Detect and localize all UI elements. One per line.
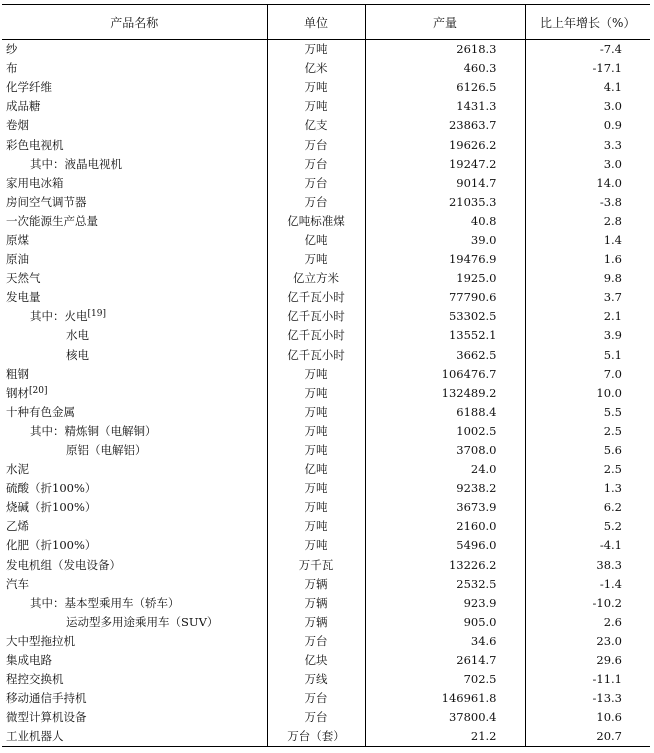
product-name: 其中：基本型乘用车（轿车） [30, 595, 180, 610]
product-name: 卷烟 [6, 118, 29, 133]
unit-cell: 万吨 [267, 479, 365, 498]
table-row [2, 78, 650, 97]
unit-cell: 亿吨 [267, 231, 365, 250]
growth-cell: 0.9 [525, 116, 650, 135]
growth-cell: 3.9 [525, 326, 650, 345]
product-name: 微型计算机设备 [6, 710, 87, 725]
table-row [2, 403, 650, 422]
product-name: 家用电冰箱 [6, 175, 64, 190]
product-name: 集成电路 [6, 653, 52, 668]
product-name-cell [2, 536, 267, 555]
product-name: 钢材 [6, 385, 29, 400]
product-name-cell [2, 575, 267, 594]
product-name: 水电 [66, 328, 89, 343]
table-row [2, 116, 650, 135]
output-cell: 6188.4 [365, 403, 525, 422]
table-body [2, 40, 650, 747]
product-name: 彩色电视机 [6, 137, 64, 152]
product-name: 水泥 [6, 462, 29, 477]
table-row [2, 40, 650, 60]
product-name: 核电 [66, 347, 89, 362]
unit-cell: 亿米 [267, 59, 365, 78]
product-name: 工业机器人 [6, 729, 64, 744]
output-cell: 9238.2 [365, 479, 525, 498]
product-name: 原煤 [6, 232, 29, 247]
product-name: 房间空气调节器 [6, 194, 87, 209]
growth-cell: -13.3 [525, 689, 650, 708]
unit-cell: 万吨 [267, 97, 365, 116]
growth-cell: -3.8 [525, 193, 650, 212]
growth-cell: 2.5 [525, 460, 650, 479]
unit-cell: 万台（套） [267, 727, 365, 747]
unit-cell: 万台 [267, 708, 365, 727]
unit-cell: 万吨 [267, 441, 365, 460]
product-name-cell [2, 460, 267, 479]
table-row [2, 346, 650, 365]
product-name: 发电量 [6, 290, 41, 305]
table-row [2, 422, 650, 441]
growth-cell: 1.4 [525, 231, 650, 250]
unit-cell: 万台 [267, 155, 365, 174]
growth-cell: 5.1 [525, 346, 650, 365]
product-name-cell [2, 422, 267, 441]
growth-cell: 6.2 [525, 498, 650, 517]
product-name: 布 [6, 61, 18, 76]
product-name: 原铝（电解铝） [66, 443, 147, 458]
output-cell: 34.6 [365, 632, 525, 651]
unit-cell: 万吨 [267, 517, 365, 536]
output-cell: 19626.2 [365, 135, 525, 154]
growth-cell: 3.0 [525, 155, 650, 174]
output-cell: 19247.2 [365, 155, 525, 174]
output-cell: 23863.7 [365, 116, 525, 135]
table-row [2, 536, 650, 555]
product-name-cell [2, 97, 267, 116]
product-name: 硫酸（折100%） [6, 481, 97, 496]
product-name: 程控交换机 [6, 672, 64, 687]
product-name-cell [2, 231, 267, 250]
product-name: 烧碱（折100%） [6, 500, 97, 515]
header-row [2, 5, 650, 40]
product-name: 天然气 [6, 271, 41, 286]
output-cell: 21.2 [365, 727, 525, 747]
product-name: 粗钢 [6, 366, 29, 381]
unit-cell: 亿千瓦小时 [267, 307, 365, 326]
product-name-cell [2, 116, 267, 135]
product-name-cell [2, 594, 267, 613]
growth-cell: -10.2 [525, 594, 650, 613]
growth-cell: 2.6 [525, 613, 650, 632]
product-name: 十种有色金属 [6, 404, 75, 419]
growth-cell: 14.0 [525, 174, 650, 193]
product-name: 一次能源生产总量 [6, 213, 98, 228]
output-cell: 2160.0 [365, 517, 525, 536]
table-row [2, 479, 650, 498]
table-row [2, 727, 650, 747]
product-name: 原油 [6, 252, 29, 267]
header-growth: 比上年增长（%） [525, 5, 650, 40]
unit-cell: 亿立方米 [267, 269, 365, 288]
growth-cell: -7.4 [525, 40, 650, 60]
unit-cell: 万吨 [267, 536, 365, 555]
product-name: 运动型多用途乘用车（SUV） [66, 614, 219, 629]
output-cell: 146961.8 [365, 689, 525, 708]
product-name-cell [2, 78, 267, 97]
unit-cell: 万台 [267, 689, 365, 708]
output-cell: 13552.1 [365, 326, 525, 345]
product-name-cell [2, 441, 267, 460]
product-name-cell [2, 365, 267, 384]
product-name: 化肥（折100%） [6, 538, 97, 553]
growth-cell: 1.3 [525, 479, 650, 498]
product-name-cell [2, 250, 267, 269]
unit-cell: 亿千瓦小时 [267, 346, 365, 365]
product-name-cell [2, 670, 267, 689]
output-cell: 37800.4 [365, 708, 525, 727]
unit-cell: 万吨 [267, 365, 365, 384]
output-cell: 21035.3 [365, 193, 525, 212]
growth-cell: 5.2 [525, 517, 650, 536]
product-name-cell [2, 307, 267, 326]
table-row [2, 193, 650, 212]
unit-cell: 万吨 [267, 498, 365, 517]
product-name: 移动通信手持机 [6, 691, 87, 706]
output-cell: 460.3 [365, 59, 525, 78]
product-name-cell [2, 269, 267, 288]
growth-cell: 5.5 [525, 403, 650, 422]
growth-cell: -1.4 [525, 575, 650, 594]
growth-cell: 10.6 [525, 708, 650, 727]
product-name-cell [2, 40, 267, 60]
product-name-cell [2, 613, 267, 632]
product-name-cell [2, 288, 267, 307]
product-name: 乙烯 [6, 519, 29, 534]
product-name-cell [2, 479, 267, 498]
unit-cell: 万台 [267, 135, 365, 154]
growth-cell: 10.0 [525, 384, 650, 403]
output-cell: 3662.5 [365, 346, 525, 365]
product-name-cell [2, 632, 267, 651]
unit-cell: 万台 [267, 174, 365, 193]
header-product-name: 产品名称 [2, 5, 267, 40]
product-name-cell [2, 174, 267, 193]
output-cell: 9014.7 [365, 174, 525, 193]
table-row [2, 231, 650, 250]
unit-cell: 万吨 [267, 78, 365, 97]
growth-cell: 4.1 [525, 78, 650, 97]
growth-cell: 29.6 [525, 651, 650, 670]
table-row [2, 670, 650, 689]
product-name: 其中：液晶电视机 [30, 156, 122, 171]
product-name-cell [2, 346, 267, 365]
output-cell: 53302.5 [365, 307, 525, 326]
growth-cell: 5.6 [525, 441, 650, 460]
growth-cell: 3.3 [525, 135, 650, 154]
header-unit: 单位 [267, 5, 365, 40]
table-row [2, 135, 650, 154]
product-name: 纱 [6, 42, 18, 57]
output-cell: 39.0 [365, 231, 525, 250]
output-cell: 2532.5 [365, 575, 525, 594]
output-cell: 106476.7 [365, 365, 525, 384]
product-name-cell [2, 498, 267, 517]
unit-cell: 万台 [267, 632, 365, 651]
unit-cell: 万台 [267, 193, 365, 212]
table-row [2, 269, 650, 288]
product-name-cell [2, 708, 267, 727]
product-name-cell [2, 135, 267, 154]
table-row [2, 517, 650, 536]
unit-cell: 万辆 [267, 613, 365, 632]
unit-cell: 亿块 [267, 651, 365, 670]
output-cell: 40.8 [365, 212, 525, 231]
growth-cell: 23.0 [525, 632, 650, 651]
growth-cell: 38.3 [525, 556, 650, 575]
table-row [2, 441, 650, 460]
output-cell: 923.9 [365, 594, 525, 613]
output-cell: 1431.3 [365, 97, 525, 116]
table-row [2, 651, 650, 670]
growth-cell: 2.5 [525, 422, 650, 441]
table-row [2, 155, 650, 174]
unit-cell: 万辆 [267, 594, 365, 613]
output-cell: 1002.5 [365, 422, 525, 441]
product-name-cell [2, 384, 267, 403]
unit-cell: 万吨 [267, 422, 365, 441]
table-row [2, 212, 650, 231]
table-row [2, 556, 650, 575]
unit-cell: 万吨 [267, 403, 365, 422]
unit-cell: 亿支 [267, 116, 365, 135]
growth-cell: 3.0 [525, 97, 650, 116]
table-row [2, 708, 650, 727]
product-name-cell [2, 326, 267, 345]
unit-cell: 亿千瓦小时 [267, 326, 365, 345]
table-row [2, 613, 650, 632]
output-cell: 132489.2 [365, 384, 525, 403]
table-row [2, 97, 650, 116]
unit-cell: 万线 [267, 670, 365, 689]
product-name-cell [2, 651, 267, 670]
table-row [2, 594, 650, 613]
table-row [2, 460, 650, 479]
unit-cell: 万辆 [267, 575, 365, 594]
product-name: 其中：精炼铜（电解铜） [30, 423, 157, 438]
unit-cell: 亿千瓦小时 [267, 288, 365, 307]
unit-cell: 亿吨标准煤 [267, 212, 365, 231]
growth-cell: -4.1 [525, 536, 650, 555]
unit-cell: 万吨 [267, 384, 365, 403]
production-table [2, 4, 650, 747]
output-cell: 6126.5 [365, 78, 525, 97]
growth-cell: 2.8 [525, 212, 650, 231]
output-cell: 1925.0 [365, 269, 525, 288]
table-row [2, 365, 650, 384]
output-cell: 2618.3 [365, 40, 525, 60]
footnote-marker: [19] [87, 309, 106, 320]
table-row [2, 632, 650, 651]
product-name-cell [2, 59, 267, 78]
unit-cell: 万吨 [267, 250, 365, 269]
table-row [2, 174, 650, 193]
output-cell: 3673.9 [365, 498, 525, 517]
output-cell: 3708.0 [365, 441, 525, 460]
product-name: 化学纤维 [6, 80, 52, 95]
product-name: 汽车 [6, 576, 29, 591]
growth-cell: 7.0 [525, 365, 650, 384]
product-name: 发电机组（发电设备） [6, 557, 121, 572]
table-row [2, 689, 650, 708]
header-output: 产量 [365, 5, 525, 40]
table-header [2, 5, 650, 40]
table-row [2, 59, 650, 78]
product-name-cell [2, 212, 267, 231]
footnote-marker: [20] [29, 385, 48, 396]
product-name: 大中型拖拉机 [6, 633, 75, 648]
growth-cell: 20.7 [525, 727, 650, 747]
output-cell: 13226.2 [365, 556, 525, 575]
output-cell: 77790.6 [365, 288, 525, 307]
product-name-cell [2, 155, 267, 174]
growth-cell: -11.1 [525, 670, 650, 689]
product-name-cell [2, 517, 267, 536]
table-row [2, 326, 650, 345]
table-row [2, 250, 650, 269]
product-name-cell [2, 689, 267, 708]
table-row [2, 498, 650, 517]
output-cell: 702.5 [365, 670, 525, 689]
unit-cell: 亿吨 [267, 460, 365, 479]
unit-cell: 万吨 [267, 40, 365, 60]
growth-cell: -17.1 [525, 59, 650, 78]
product-name: 成品糖 [6, 99, 41, 114]
table-row [2, 307, 650, 326]
product-name-cell [2, 403, 267, 422]
growth-cell: 9.8 [525, 269, 650, 288]
product-name-cell [2, 556, 267, 575]
table-row [2, 575, 650, 594]
output-cell: 905.0 [365, 613, 525, 632]
growth-cell: 1.6 [525, 250, 650, 269]
table-row [2, 384, 650, 403]
product-name-cell [2, 193, 267, 212]
output-cell: 2614.7 [365, 651, 525, 670]
output-cell: 5496.0 [365, 536, 525, 555]
growth-cell: 2.1 [525, 307, 650, 326]
output-cell: 19476.9 [365, 250, 525, 269]
product-name-cell [2, 727, 267, 747]
table-row [2, 288, 650, 307]
product-name: 其中：火电 [30, 309, 88, 324]
unit-cell: 万千瓦 [267, 556, 365, 575]
growth-cell: 3.7 [525, 288, 650, 307]
output-cell: 24.0 [365, 460, 525, 479]
